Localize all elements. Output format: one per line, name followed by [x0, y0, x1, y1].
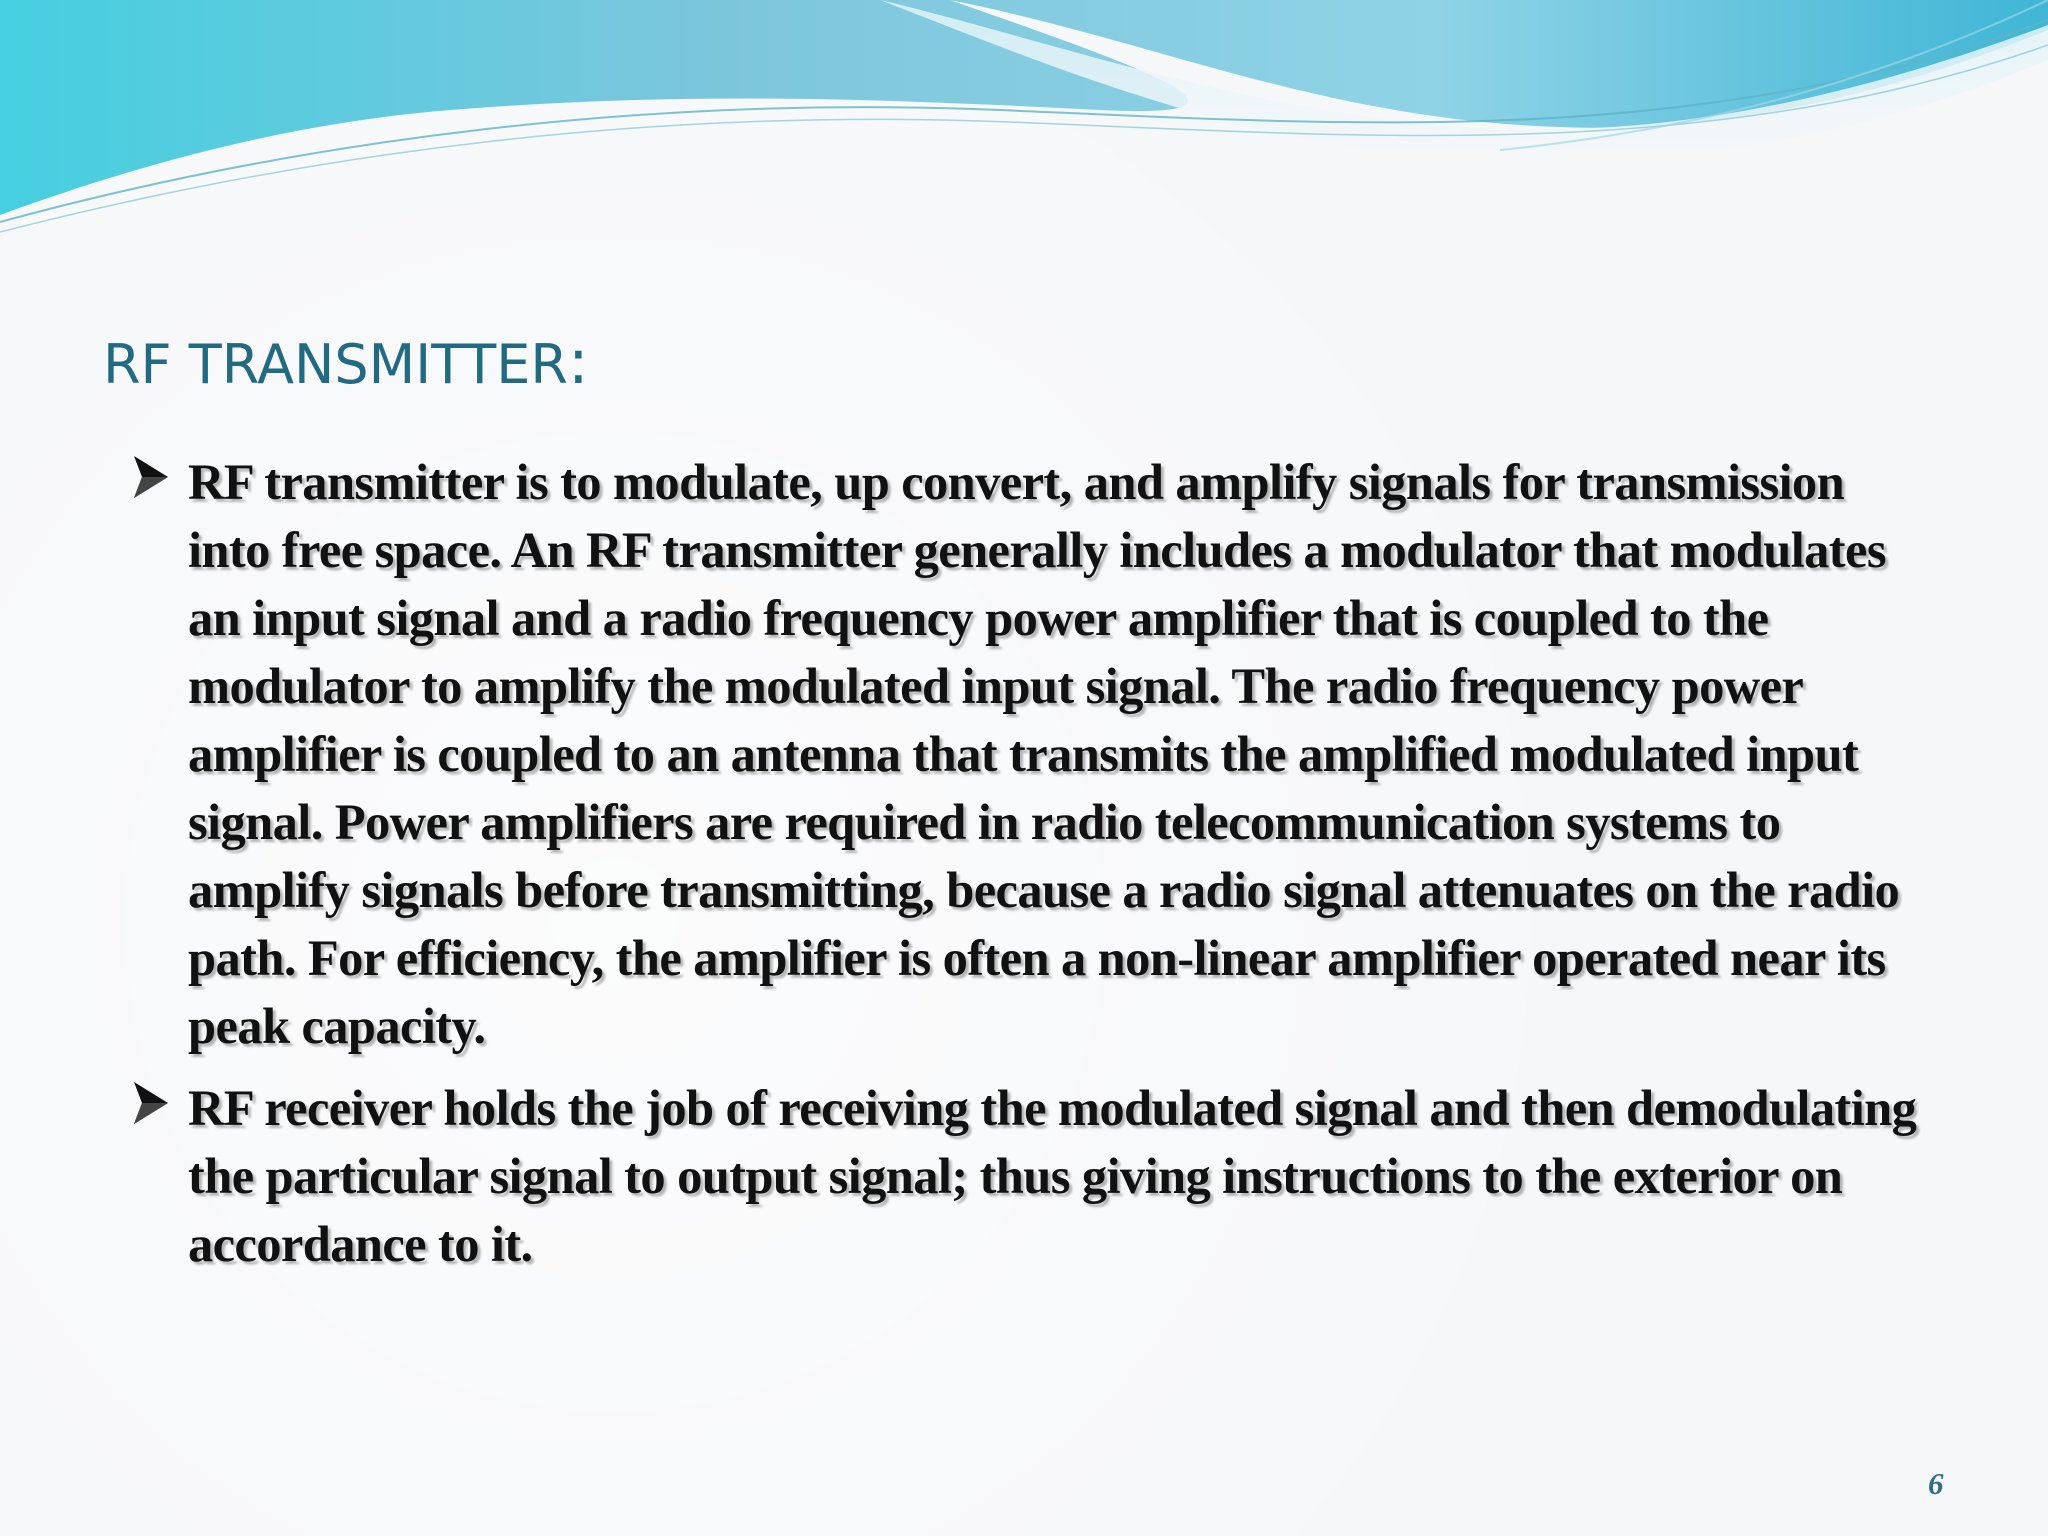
bullet-item-rf-transmitter [128, 448, 1928, 1060]
slide-title-colon: : [567, 325, 589, 398]
arrow-bullet-icon [132, 1080, 170, 1126]
header-wave-decoration [0, 0, 2048, 240]
page-number: 6 [1928, 1466, 1944, 1501]
bullet-text: RF receiver holds the job of receiving the modulated signal and then demodulating the particular signal to output signal; thus giving instructions to the exterior on accordance to it. [188, 1080, 1917, 1272]
bullet-list [128, 448, 1928, 1292]
arrow-bullet-icon [132, 454, 170, 500]
slide-title-text: RF TRANSMITTER [103, 333, 568, 396]
bullet-item-rf-receiver [128, 1074, 1928, 1278]
slide-title [103, 325, 589, 398]
bullet-text: RF transmitter is to modulate, up convert, and amplify signals for transmission into free space. An RF transmitter generally includes a modulator that modulates an input signal and a radio frequency power amplifier that is coupled to the modulator to amplify the modulated input signal. The radio frequency power amplifier is coupled to an antenna that transmits the amplified modulated input signal. Power amplifiers are required in radio telecommunication systems to amplify signals before transmitting, because a radio signal attenuates on the radio path. For efficiency, the amplifier is often a non-linear amplifier operated near its peak capacity. [188, 454, 1900, 1054]
